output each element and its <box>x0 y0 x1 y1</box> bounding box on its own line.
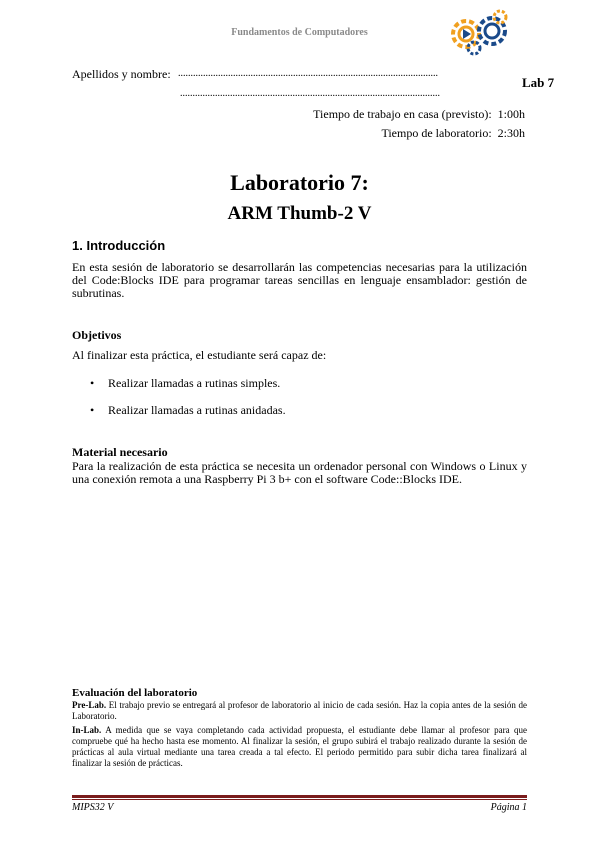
bullet-icon: • <box>90 376 95 390</box>
home-time-label: Tiempo de trabajo en casa (previsto): <box>313 107 492 121</box>
prelab-text: El trabajo previo se entregará al profesor de laboratorio al inicio de cada sesión. Haz la copia antes de la sesión de Laboratorio. <box>72 700 527 721</box>
prelab-label: Pre-Lab. <box>72 700 107 710</box>
lab-time-value: 2:30h <box>497 126 525 140</box>
name-line-2: ........................................................................................................ <box>180 88 440 99</box>
inlab-text: A medida que se vaya completando cada actividad propuesta, el estudiante debe llamar al profesor para que compruebe qué ha hecho hasta ese momento. Al finalizar la sesión, el grupo subirá el trabajo realizado durante la sesión de prácticas al aula virtual mediante una tarea creada a tal efecto. El periodo permitido para subir dicha tarea finalizará al finalizar la sesión de prácticas. <box>72 725 527 768</box>
material-text: Para la realización de esta práctica se necesita un ordenador personal con Windows o Linux y una conexión remota a una Raspberry Pi 3 b+ con el software Code::Blocks IDE. <box>72 459 527 486</box>
footer-rule-thin <box>72 799 527 800</box>
name-line-1: ........................................................................................................ <box>178 68 438 79</box>
objectives-heading: Objetivos <box>72 328 122 342</box>
header-title: Fundamentos de Computadores <box>231 27 368 38</box>
inlab-label: In-Lab. <box>72 725 102 735</box>
gears-logo-icon <box>446 8 514 58</box>
lab-time-label: Tiempo de laboratorio: <box>381 126 492 140</box>
evaluation-heading: Evaluación del laboratorio <box>72 687 198 699</box>
footer-rule <box>72 795 527 798</box>
inlab-paragraph <box>72 725 527 769</box>
footer-left: MIPS32 V <box>72 802 114 813</box>
lab-time-row <box>381 126 525 141</box>
list-item <box>90 376 280 391</box>
page-number: Página 1 <box>490 802 527 813</box>
home-time-row <box>313 107 525 122</box>
lab-tag: Lab 7 <box>522 75 555 90</box>
page-subtitle: ARM Thumb-2 V <box>227 203 372 224</box>
intro-text: En esta sesión de laboratorio se desarrollarán las competencias necesarias para la utilización del Code:Blocks IDE para programar tareas sencillas en lenguaje ensamblador: gestión de subrutinas. <box>72 260 527 300</box>
list-item <box>90 403 286 418</box>
name-label: Apellidos y nombre: <box>72 67 171 81</box>
bullet-icon: • <box>90 403 95 417</box>
list-item-text: Realizar llamadas a rutinas simples. <box>108 376 281 390</box>
intro-heading: 1. Introducción <box>72 238 166 253</box>
page-title: Laboratorio 7: <box>230 170 369 195</box>
prelab-paragraph <box>72 700 527 722</box>
objectives-lead: Al finalizar esta práctica, el estudiante será capaz de: <box>72 348 327 362</box>
material-heading: Material necesario <box>72 445 168 459</box>
list-item-text: Realizar llamadas a rutinas anidadas. <box>108 403 286 417</box>
home-time-value: 1:00h <box>497 107 525 121</box>
